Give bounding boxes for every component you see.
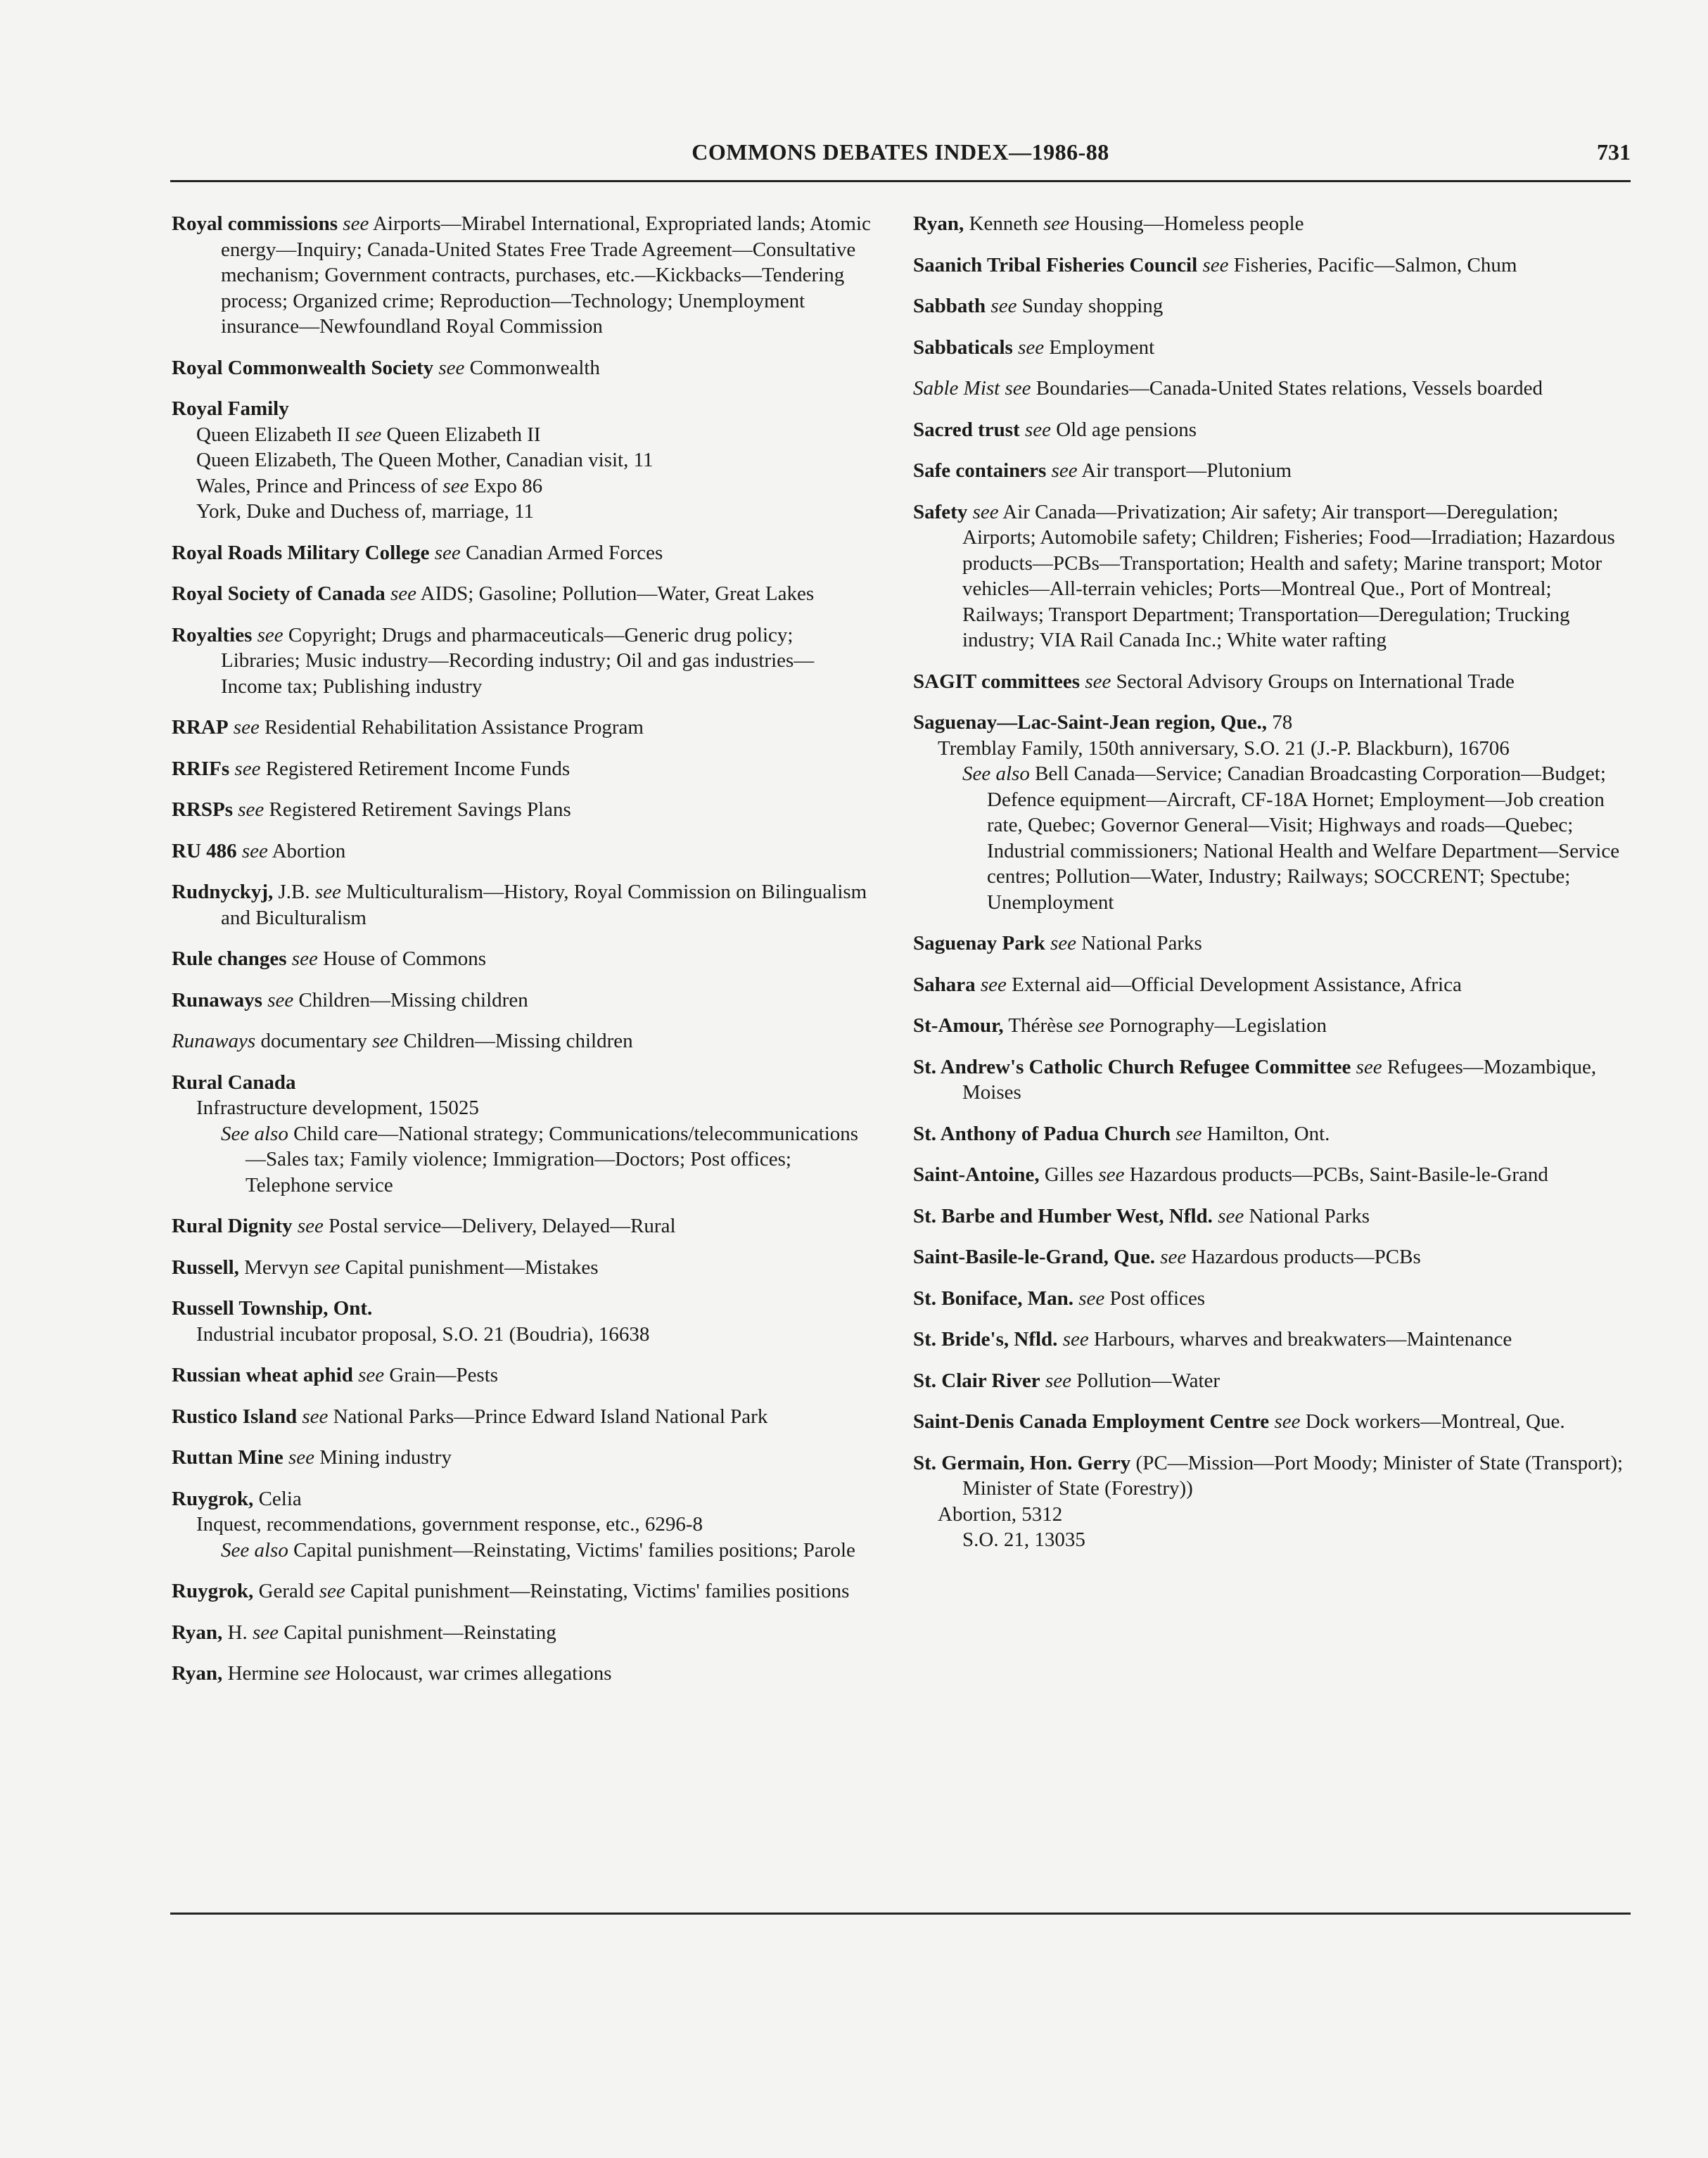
index-entry-main <box>913 376 1631 402</box>
index-entry <box>913 253 1631 279</box>
entry-reference-text: Refugees—Mozambique, Moises <box>962 1055 1597 1104</box>
index-column-right <box>913 211 1631 1569</box>
entry-reference-text: Capital punishment—Reinstating <box>279 1621 556 1644</box>
subentry-text: Industrial incubator proposal, S.O. 21 (Boudria), 16638 <box>196 1322 650 1346</box>
entry-reference-text: National Parks <box>1244 1204 1370 1227</box>
entry-reference-text: Capital punishment—Reinstating, Victims' families positions <box>345 1580 850 1602</box>
see-reference-label: see <box>1274 1410 1301 1433</box>
index-entry-main <box>913 931 1631 957</box>
entry-reference-text: Children—Missing children <box>293 988 528 1011</box>
index-entry-main <box>913 1204 1631 1230</box>
entry-heading: Rural Dignity <box>172 1215 293 1237</box>
entry-heading: Rule changes <box>172 947 287 970</box>
entry-heading: St. Anthony of Padua Church <box>913 1122 1171 1145</box>
see-reference-label: see <box>355 423 382 446</box>
see-reference-label: see <box>297 1215 324 1237</box>
entry-reference-text: House of Commons <box>317 947 487 970</box>
page-number: 731 <box>1597 139 1631 165</box>
entry-heading: St. Andrew's Catholic Church Refugee Committee <box>913 1055 1351 1078</box>
entry-reference-text: Boundaries—Canada-United States relations, Vessels boarded <box>1031 377 1543 400</box>
page-header <box>170 139 1631 174</box>
index-entry-main <box>913 972 1631 998</box>
entry-heading: RRAP <box>172 716 229 739</box>
index-entry <box>172 988 875 1014</box>
index-entry <box>172 1296 875 1347</box>
entry-heading: Saguenay Park <box>913 932 1045 954</box>
entry-qualifier: Hermine <box>222 1662 305 1685</box>
entry-reference-text: Children—Missing children <box>398 1030 633 1052</box>
see-reference-label: see <box>1085 670 1111 693</box>
index-entry <box>172 1445 875 1471</box>
subentry-text: York, Duke and Duchess of, marriage, 11 <box>196 500 535 523</box>
entry-qualifier: documentary <box>255 1030 373 1052</box>
subentry-reference-text: Child care—National strategy; Communications/telecommunications—Sales tax; Family violence; Immigration—Doctors; Post offices; Telephone service <box>246 1122 859 1196</box>
index-entry-main <box>913 1121 1631 1147</box>
index-entry <box>172 1028 875 1054</box>
index-entry-main <box>172 1620 875 1646</box>
index-entry-main <box>172 211 875 340</box>
entry-heading-italic: Runaways <box>172 1030 256 1052</box>
entry-qualifier: (PC—Mission—Port Moody; Minister of State (Transport); Minister of State (Forestry)) <box>962 1451 1624 1500</box>
index-entry <box>172 838 875 864</box>
index-entry-main <box>913 253 1631 279</box>
index-entry <box>172 1213 875 1239</box>
subentry-text: Inquest, recommendations, government response, etc., 6296-8 <box>196 1513 703 1536</box>
entry-reference-text: Pornography—Legislation <box>1104 1014 1327 1037</box>
index-entry-main <box>172 1028 875 1054</box>
see-reference-label: see <box>288 1446 314 1469</box>
entry-reference-text: Sunday shopping <box>1016 295 1164 317</box>
entry-reference-text: Residential Rehabilitation Assistance Program <box>259 716 644 739</box>
entry-heading: Safety <box>913 500 968 523</box>
entry-heading: Ryan, <box>172 1662 223 1685</box>
subentry-text: Tremblay Family, 150th anniversary, S.O. 21 (J.-P. Blackburn), 16706 <box>938 736 1510 760</box>
entry-heading: Rustico Island <box>172 1405 298 1428</box>
subentry-text: Queen Elizabeth II <box>196 423 356 446</box>
index-entry-main <box>172 1362 875 1388</box>
index-entry <box>913 1054 1631 1106</box>
entry-reference-text: Air transport—Plutonium <box>1077 459 1292 482</box>
subentry-reference-text: Queen Elizabeth II <box>381 423 541 446</box>
see-reference-label: see <box>980 973 1007 996</box>
index-entry <box>913 931 1631 957</box>
index-entry-main <box>913 710 1631 736</box>
see-reference-label: see <box>302 1405 329 1428</box>
index-subentry <box>172 447 875 473</box>
index-subentry <box>172 1121 875 1199</box>
index-entry <box>172 715 875 741</box>
entry-heading: Sacred trust <box>913 418 1020 441</box>
index-entry-main <box>172 1445 875 1471</box>
index-entry <box>172 581 875 607</box>
entry-heading: Royal Society of Canada <box>172 582 385 605</box>
see-reference-label: see <box>304 1662 331 1685</box>
see-reference-label: see <box>358 1364 385 1386</box>
see-reference-label: see <box>1050 932 1077 954</box>
see-reference-label: see <box>1175 1122 1202 1145</box>
entry-heading: Saint-Denis Canada Employment Centre <box>913 1410 1270 1433</box>
index-entry-main <box>172 581 875 607</box>
see-reference-label: see <box>253 1621 279 1644</box>
entry-reference-text: Post offices <box>1104 1286 1206 1310</box>
index-entry-main <box>172 1578 875 1604</box>
see-reference-label: see <box>1218 1204 1244 1227</box>
see-reference-label: see <box>442 474 469 497</box>
index-entry <box>172 756 875 782</box>
index-entry <box>913 1244 1631 1270</box>
entry-reference-text: Air Canada—Privatization; Air safety; Air transport—Deregulation; Airports; Automobile safety; Children; Fisheries; Food—Irradiation; Hazardous products—PCBs—Transportation; Health and safety; Marine transport; Motor vehicles—All-terrain vehicles; Ports—Montreal Que., Port of Montreal; Railways; Transport Department; Transportation—Deregulation; Trucking industry; VIA Rail Canada Inc.; White water rafting <box>962 500 1615 651</box>
see-reference-label: see <box>1043 212 1070 235</box>
entry-reference-text: Mining industry <box>314 1446 452 1469</box>
footer-rule <box>170 1913 1631 1915</box>
see-reference-label: see <box>1078 1286 1105 1310</box>
index-entry <box>913 972 1631 998</box>
entry-reference-text: Housing—Homeless people <box>1069 212 1304 235</box>
entry-qualifier: 78 <box>1266 711 1293 734</box>
see-reference-label: see <box>990 295 1017 317</box>
index-entry-main <box>172 715 875 741</box>
see-reference-label: see <box>291 947 318 970</box>
entry-heading: St. Boniface, Man. <box>913 1286 1073 1310</box>
entry-reference-text: Hazardous products—PCBs <box>1186 1246 1421 1268</box>
index-entry <box>913 669 1631 695</box>
see-reference-label: see <box>238 798 265 821</box>
see-reference-label: see <box>1160 1246 1187 1268</box>
index-entry <box>172 1661 875 1687</box>
see-reference-label: see <box>372 1030 399 1052</box>
index-entry <box>913 1450 1631 1553</box>
index-entry-main <box>172 1296 875 1322</box>
index-entry <box>913 1327 1631 1353</box>
subentry-text: Queen Elizabeth, The Queen Mother, Canadian visit, 11 <box>196 449 654 471</box>
entry-reference-text: Registered Retirement Savings Plans <box>264 798 571 821</box>
index-entry <box>172 946 875 972</box>
index-entry <box>913 335 1631 361</box>
index-entry <box>913 1368 1631 1394</box>
entry-heading: Saint-Basile-le-Grand, Que. <box>913 1246 1155 1268</box>
entry-heading: Ruttan Mine <box>172 1446 283 1469</box>
index-entry <box>172 1362 875 1388</box>
entry-heading: Saanich Tribal Fisheries Council <box>913 253 1198 276</box>
entry-reference-text: National Parks—Prince Edward Island National Park <box>328 1405 768 1428</box>
index-entry-main <box>172 797 875 823</box>
entry-heading: Safe containers <box>913 459 1047 482</box>
index-entry-main <box>172 540 875 566</box>
index-entry-main <box>913 1162 1631 1188</box>
entry-reference-text: Copyright; Drugs and pharmaceuticals—Generic drug policy; Libraries; Music industry—Recording industry; Oil and gas industries—Income tax; Publishing industry <box>221 623 815 698</box>
see-reference-label: see <box>1098 1163 1125 1186</box>
see-reference-label: see <box>390 582 416 605</box>
index-entry-main <box>913 669 1631 695</box>
index-entry <box>172 355 875 381</box>
index-subentry <box>172 1512 875 1538</box>
entry-reference-text: Hazardous products—PCBs, Saint-Basile-le-Grand <box>1124 1163 1548 1186</box>
index-entry-main <box>172 1070 875 1096</box>
see-reference-label: see <box>1078 1014 1104 1037</box>
entry-qualifier: Celia <box>253 1487 302 1510</box>
index-entry <box>172 797 875 823</box>
see-also-label: See also <box>962 762 1030 785</box>
see-reference-label: see <box>1062 1328 1089 1351</box>
entry-reference-text: Employment <box>1044 336 1155 359</box>
entry-qualifier: Gerald <box>253 1580 319 1602</box>
entry-heading: Ruygrok, <box>172 1487 254 1510</box>
index-entry-main <box>913 417 1631 443</box>
header-rule <box>170 180 1631 182</box>
entry-heading: Royal commissions <box>172 212 338 235</box>
entry-heading: Royal Commonwealth Society <box>172 356 434 379</box>
index-subentry <box>172 1095 875 1121</box>
index-entry-main <box>172 756 875 782</box>
entry-reference-text: Postal service—Delivery, Delayed—Rural <box>323 1215 676 1237</box>
index-entry-main <box>172 622 875 700</box>
see-reference-label: see <box>1018 336 1045 359</box>
index-entry <box>172 1404 875 1430</box>
entry-reference-text: Commonwealth <box>464 356 600 379</box>
see-reference-label: see <box>438 356 465 379</box>
entry-reference-text: Airports—Mirabel International, Expropriated lands; Atomic energy—Inquiry; Canada-United States Free Trade Agreement—Consultative mechanism; Government contracts, purchases, etc.—Kickbacks—Tendering process; Organized crime; Reproduction—Technology; Unemployment insurance—Newfoundland Royal Commission <box>221 212 871 338</box>
entry-heading: St. Bride's, Nfld. <box>913 1328 1058 1351</box>
index-entry <box>913 417 1631 443</box>
index-entry <box>172 540 875 566</box>
index-entry-main <box>172 1404 875 1430</box>
subentry-text: Infrastructure development, 15025 <box>196 1097 479 1119</box>
index-entry-main <box>172 988 875 1014</box>
index-entry <box>913 710 1631 915</box>
entry-qualifier: Kenneth <box>964 212 1044 235</box>
entry-reference-text: National Parks <box>1076 932 1202 954</box>
subentry-text: Abortion, 5312 <box>938 1502 1063 1526</box>
index-entry <box>913 1162 1631 1188</box>
see-reference-label: see <box>267 988 294 1011</box>
index-entry <box>172 622 875 700</box>
index-entry-main <box>172 1213 875 1239</box>
entry-heading: St. Clair River <box>913 1369 1040 1392</box>
entry-reference-text: Sectoral Advisory Groups on International Trade <box>1111 670 1515 693</box>
index-entry-main <box>172 1486 875 1512</box>
index-subentry <box>172 473 875 499</box>
entry-heading: Saint-Antoine, <box>913 1163 1040 1186</box>
see-reference-label: see <box>319 1580 345 1602</box>
see-reference-label: see <box>1045 1369 1071 1392</box>
entry-reference-text: Harbours, wharves and breakwaters—Maintenance <box>1088 1328 1512 1351</box>
index-entry <box>172 1070 875 1199</box>
entry-heading: Sabbath <box>913 295 986 317</box>
index-entry-main <box>913 1286 1631 1312</box>
index-entry-main <box>913 1450 1631 1502</box>
entry-heading: RU 486 <box>172 839 237 862</box>
entry-heading: Sahara <box>913 973 976 996</box>
index-entry-main <box>172 1661 875 1687</box>
entry-heading: St-Amour, <box>913 1014 1004 1037</box>
index-entry <box>913 1204 1631 1230</box>
see-reference-label: see <box>434 541 461 564</box>
index-entry-main <box>913 1054 1631 1106</box>
see-also-label: See also <box>221 1122 288 1145</box>
entry-heading: SAGIT committees <box>913 670 1081 693</box>
index-column-left <box>172 211 875 1702</box>
index-entry-main <box>913 1409 1631 1435</box>
entry-heading: Russian wheat aphid <box>172 1364 353 1386</box>
entry-reference-text: Capital punishment—Mistakes <box>340 1256 599 1279</box>
entry-heading: St. Germain, Hon. Gerry <box>913 1451 1131 1474</box>
see-reference-label: see <box>1005 377 1031 400</box>
page-title: COMMONS DEBATES INDEX—1986-88 <box>692 139 1109 165</box>
entry-reference-text: Holocaust, war crimes allegations <box>330 1662 612 1685</box>
index-entry-main <box>913 1244 1631 1270</box>
index-subentry <box>913 736 1631 762</box>
index-entry <box>913 211 1631 237</box>
index-entry-main <box>913 1013 1631 1039</box>
entry-heading: RRIFs <box>172 757 230 780</box>
index-entry <box>172 1578 875 1604</box>
entry-heading: Royal Roads Military College <box>172 541 430 564</box>
index-entry-main <box>913 293 1631 319</box>
index-entry-main <box>172 879 875 931</box>
see-reference-label: see <box>972 500 999 523</box>
entry-qualifier: Mervyn <box>238 1256 314 1279</box>
entry-reference-text: Fisheries, Pacific—Salmon, Chum <box>1228 253 1517 276</box>
index-entry <box>172 879 875 931</box>
index-entry-main <box>913 1327 1631 1353</box>
subentry-reference-text: Bell Canada—Service; Canadian Broadcasting Corporation—Budget; Defence equipment—Aircraft, CF-18A Hornet; Employment—Job creation rate, Quebec; Governor General—Visit; Highways and roads—Quebec; Industrial commissioners; National Health and Welfare Department—Service centres; Pollution—Water, Industry; Railways; SOCCRENT; Spectube; Unemployment <box>987 762 1620 914</box>
index-entry <box>172 1486 875 1564</box>
see-reference-label: see <box>314 1256 340 1279</box>
index-entry <box>913 1121 1631 1147</box>
index-entry <box>913 1286 1631 1312</box>
index-entry-main <box>172 946 875 972</box>
index-subentry <box>172 499 875 525</box>
entry-reference-text: Dock workers—Montreal, Que. <box>1300 1410 1565 1433</box>
index-entry <box>913 376 1631 402</box>
entry-heading: Russell, <box>172 1256 239 1279</box>
entry-reference-text: Grain—Pests <box>384 1364 499 1386</box>
entry-heading: Royalties <box>172 623 253 646</box>
entry-reference-text: Canadian Armed Forces <box>460 541 663 564</box>
index-entry <box>172 1255 875 1281</box>
index-entry <box>913 1409 1631 1435</box>
index-entry <box>172 1620 875 1646</box>
entry-qualifier: Gilles <box>1039 1163 1099 1186</box>
entry-reference-text: Hamilton, Ont. <box>1202 1122 1330 1145</box>
entry-heading: Sabbaticals <box>913 336 1013 359</box>
index-subentry <box>913 761 1631 915</box>
see-reference-label: see <box>1024 418 1051 441</box>
index-entry <box>913 458 1631 484</box>
index-entry-main <box>172 355 875 381</box>
see-reference-label: see <box>234 757 261 780</box>
index-entry <box>913 499 1631 653</box>
entry-heading: Ryan, <box>172 1621 223 1644</box>
entry-heading: Russell Township, Ont. <box>172 1297 373 1320</box>
entry-heading: Runaways <box>172 988 262 1011</box>
index-entry-main <box>913 335 1631 361</box>
see-reference-label: see <box>233 716 260 739</box>
entry-heading: Rural Canada <box>172 1071 296 1094</box>
see-reference-label: see <box>257 623 283 646</box>
see-reference-label: see <box>1356 1055 1382 1078</box>
index-entry-main <box>172 396 875 422</box>
subentry-reference-text: Capital punishment—Reinstating, Victims' families positions; Parole <box>288 1538 855 1562</box>
index-subentry <box>913 1527 1631 1553</box>
entry-heading: St. Barbe and Humber West, Nfld. <box>913 1204 1213 1227</box>
entry-qualifier: Thérèse <box>1003 1014 1078 1037</box>
entry-reference-text: Abortion <box>267 839 346 862</box>
entry-reference-text: Pollution—Water <box>1071 1369 1221 1392</box>
entry-reference-text: AIDS; Gasoline; Pollution—Water, Great Lakes <box>416 582 815 605</box>
index-entry-main <box>913 211 1631 237</box>
index-subentry <box>913 1502 1631 1528</box>
entry-heading: Rudnyckyj, <box>172 881 274 903</box>
entry-qualifier: J.B. <box>273 881 315 903</box>
index-entry <box>172 396 875 525</box>
index-subentry <box>172 1538 875 1564</box>
see-reference-label: see <box>314 881 341 903</box>
index-entry <box>913 293 1631 319</box>
entry-reference-text: External aid—Official Development Assistance, Africa <box>1006 973 1462 996</box>
index-entry-main <box>913 499 1631 653</box>
index-entry-main <box>913 458 1631 484</box>
index-entry-main <box>172 1255 875 1281</box>
index-subentry <box>172 1322 875 1348</box>
entry-reference-text: Old age pensions <box>1050 418 1197 441</box>
subentry-text: Wales, Prince and Princess of <box>196 474 443 497</box>
index-entry-main <box>172 838 875 864</box>
entry-heading-italic: Sable Mist <box>913 377 1000 400</box>
see-reference-label: see <box>343 212 369 235</box>
entry-heading: Ruygrok, <box>172 1580 254 1602</box>
entry-heading: Saguenay—Lac-Saint-Jean region, Que., <box>913 711 1267 734</box>
entry-heading: RRSPs <box>172 798 234 821</box>
index-entry <box>172 211 875 340</box>
entry-reference-text: Multiculturalism—History, Royal Commission on Bilingualism and Biculturalism <box>221 881 867 929</box>
subentry-text: S.O. 21, 13035 <box>962 1528 1085 1551</box>
entry-heading: Ryan, <box>913 212 964 235</box>
see-also-label: See also <box>221 1538 288 1562</box>
entry-qualifier: H. <box>222 1621 253 1644</box>
index-subentry <box>172 422 875 448</box>
see-reference-label: see <box>241 839 268 862</box>
see-reference-label: see <box>1051 459 1078 482</box>
index-entry <box>913 1013 1631 1039</box>
entry-reference-text: Registered Retirement Income Funds <box>260 757 571 780</box>
see-reference-label: see <box>1202 253 1229 276</box>
entry-heading: Royal Family <box>172 397 289 420</box>
index-entry-main <box>913 1368 1631 1394</box>
subentry-reference-text: Expo 86 <box>469 474 543 497</box>
